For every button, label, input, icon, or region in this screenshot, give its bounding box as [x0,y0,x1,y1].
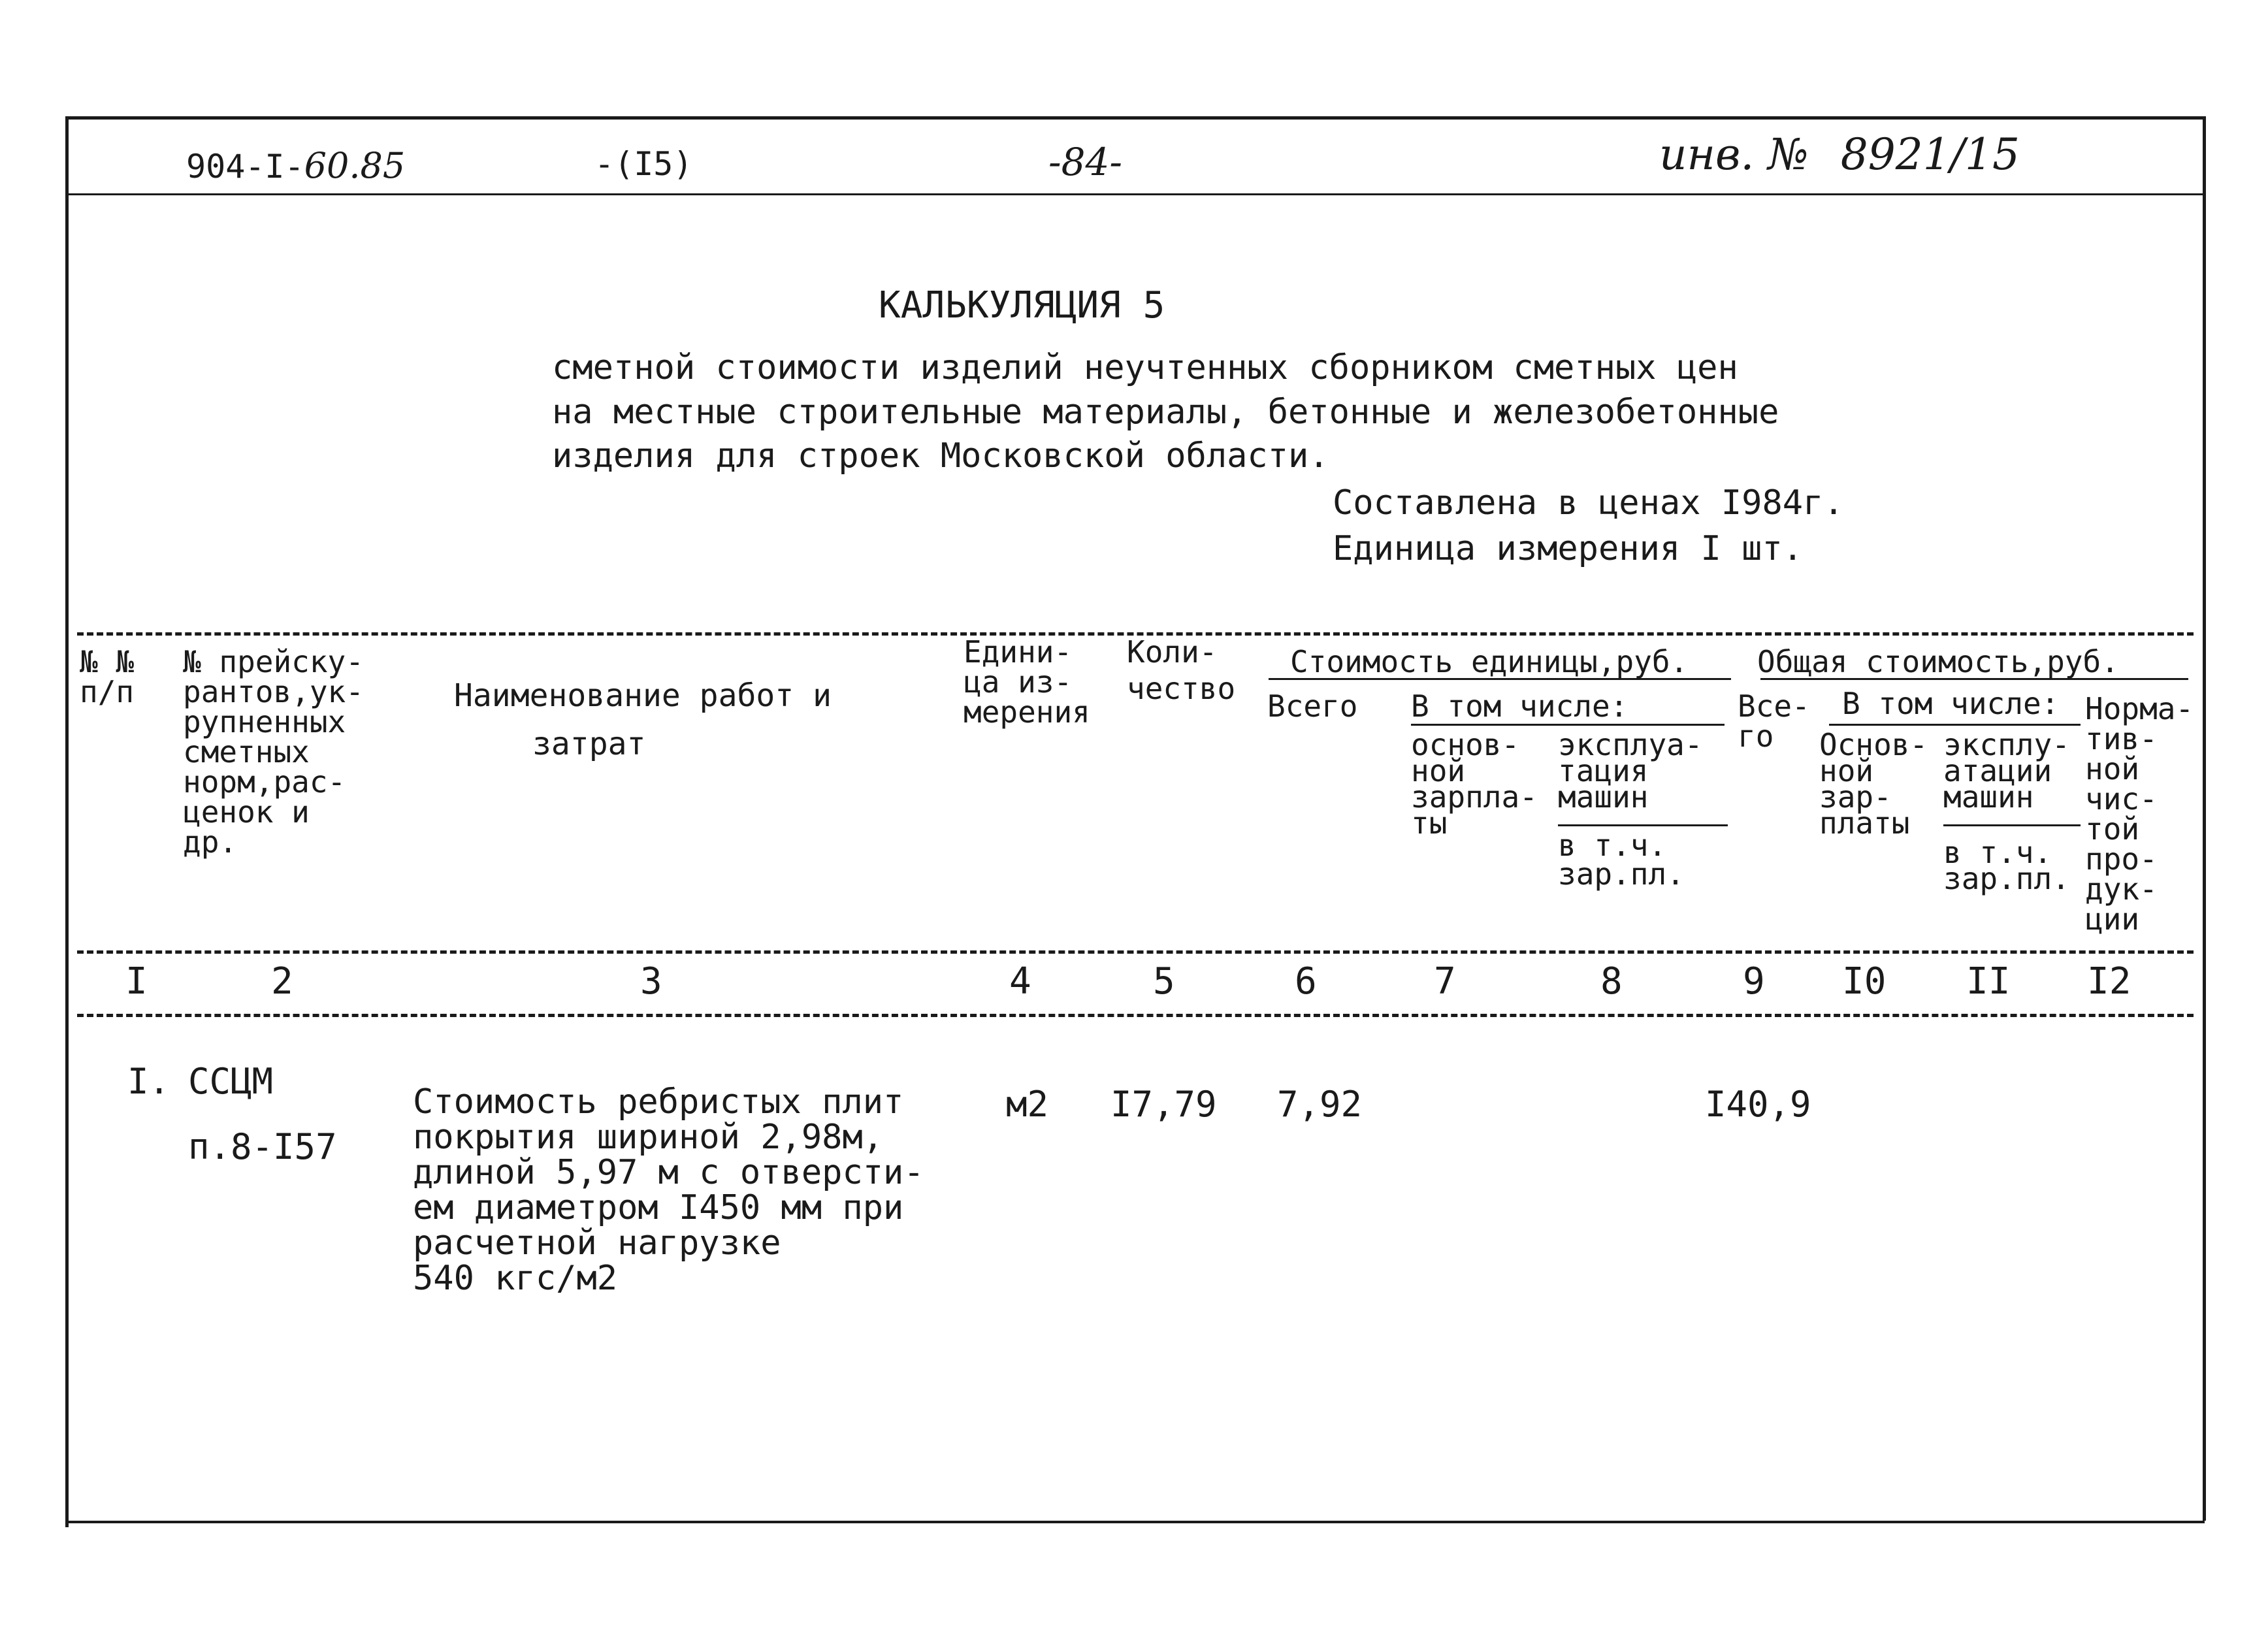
col1-header: № № п/п [80,644,135,709]
column-number: 2 [271,960,293,1003]
row-unit: м2 [1006,1084,1049,1125]
column-number: 7 [1434,960,1456,1003]
header-bottom-rule [77,950,2194,954]
column-number: 9 [1743,960,1765,1003]
doc-code-printed: 904-I- [186,148,304,186]
title-line-3: изделия для строек Московской области. [552,436,1329,476]
frame-left-border [65,116,69,1527]
col8-header: эксплуа- тация машин [1558,727,1703,815]
col9-header: Все- го [1738,688,1810,754]
doc-code-handwritten: 60.85 [304,145,406,186]
col11-sub-header: в т.ч. зар.пл. [1943,835,2070,896]
frame-top-border [65,116,2205,120]
frame-right-border [2203,116,2206,1521]
row-quantity: I7,79 [1110,1084,1217,1125]
row-ref-item: п.8-I57 [188,1126,337,1167]
col11-header: эксплу- атации машин [1943,727,2070,815]
prices-note: Составлена в ценах I984г. [1333,483,1844,523]
col8-sub-header: в т.ч. зар.пл. [1558,828,1685,892]
col7-header: основ- ной зарпла- ты [1411,727,1538,841]
row-number: I. [127,1061,170,1102]
column-number: 8 [1600,960,1623,1003]
unit-cost-group-header: Стоимость единицы,руб. [1290,644,1689,679]
calc-heading: КАЛЬКУЛЯЦИЯ 5 [879,284,1165,327]
col5-header: Коли- чество [1127,634,1236,706]
row-total: I40,9 [1705,1084,1811,1125]
col12-header: Норма- тив- ной чис- той про- дук- ции [2085,691,2194,937]
unit-incl-header: В том числе: [1411,688,1628,724]
col8-sub-rule [1558,824,1728,826]
column-number: 4 [1009,960,1031,1003]
column-number: I0 [1842,960,1887,1003]
col11-sub-rule [1943,824,2081,826]
column-number: I2 [2087,960,2131,1003]
column-number: 6 [1295,960,1317,1003]
inventory-value: 8921/15 [1840,129,2020,180]
title-line-2: на местные строительные материалы, бетонные и железобетонные [552,393,1779,432]
doc-code [186,145,405,186]
column-number: 3 [640,960,662,1003]
column-number: II [1966,960,2011,1003]
total-incl-underline [1829,724,2081,726]
frame-bottom-border [65,1521,2205,1523]
col6-header: Всего [1267,688,1358,724]
col3-header: Наименование работ и затрат [454,677,832,762]
col2-header: № прейску- рантов,ук- рупненных сметных норм,рас- ценок и др. [183,644,364,860]
sheet-ref: -(I5) [594,145,693,183]
page-number: -84- [1048,140,1122,184]
inventory-label: инв. № [1659,129,1809,180]
header-divider [65,193,2205,195]
row-name: Стоимость ребристых плит покрытия шириной 2,98м, длиной 5,97 м с отверсти- ем диаметром I450 мм при расчетной нагрузке 540 кгс/м2 [413,1082,924,1298]
row-unit-total: 7,92 [1277,1084,1363,1125]
column-number: 5 [1153,960,1175,1003]
column-numbers-rule [77,1014,2194,1017]
unit-note: Единица измерения I шт. [1333,529,1804,568]
column-number: I [125,960,148,1003]
title-line-1: сметной стоимости изделий неучтенных сборником сметных цен [552,348,1738,387]
col4-header: Едини- ца из- мерения [964,634,1090,730]
col10-header: Основ- ной зар- платы [1819,727,1928,841]
inventory-number [1659,129,2020,180]
total-cost-group-header: Общая стоимость,руб. [1757,644,2119,679]
row-ref-source: ССЦМ [188,1061,274,1102]
unit-incl-underline [1411,724,1725,726]
total-incl-header: В том числе: [1842,686,2060,721]
